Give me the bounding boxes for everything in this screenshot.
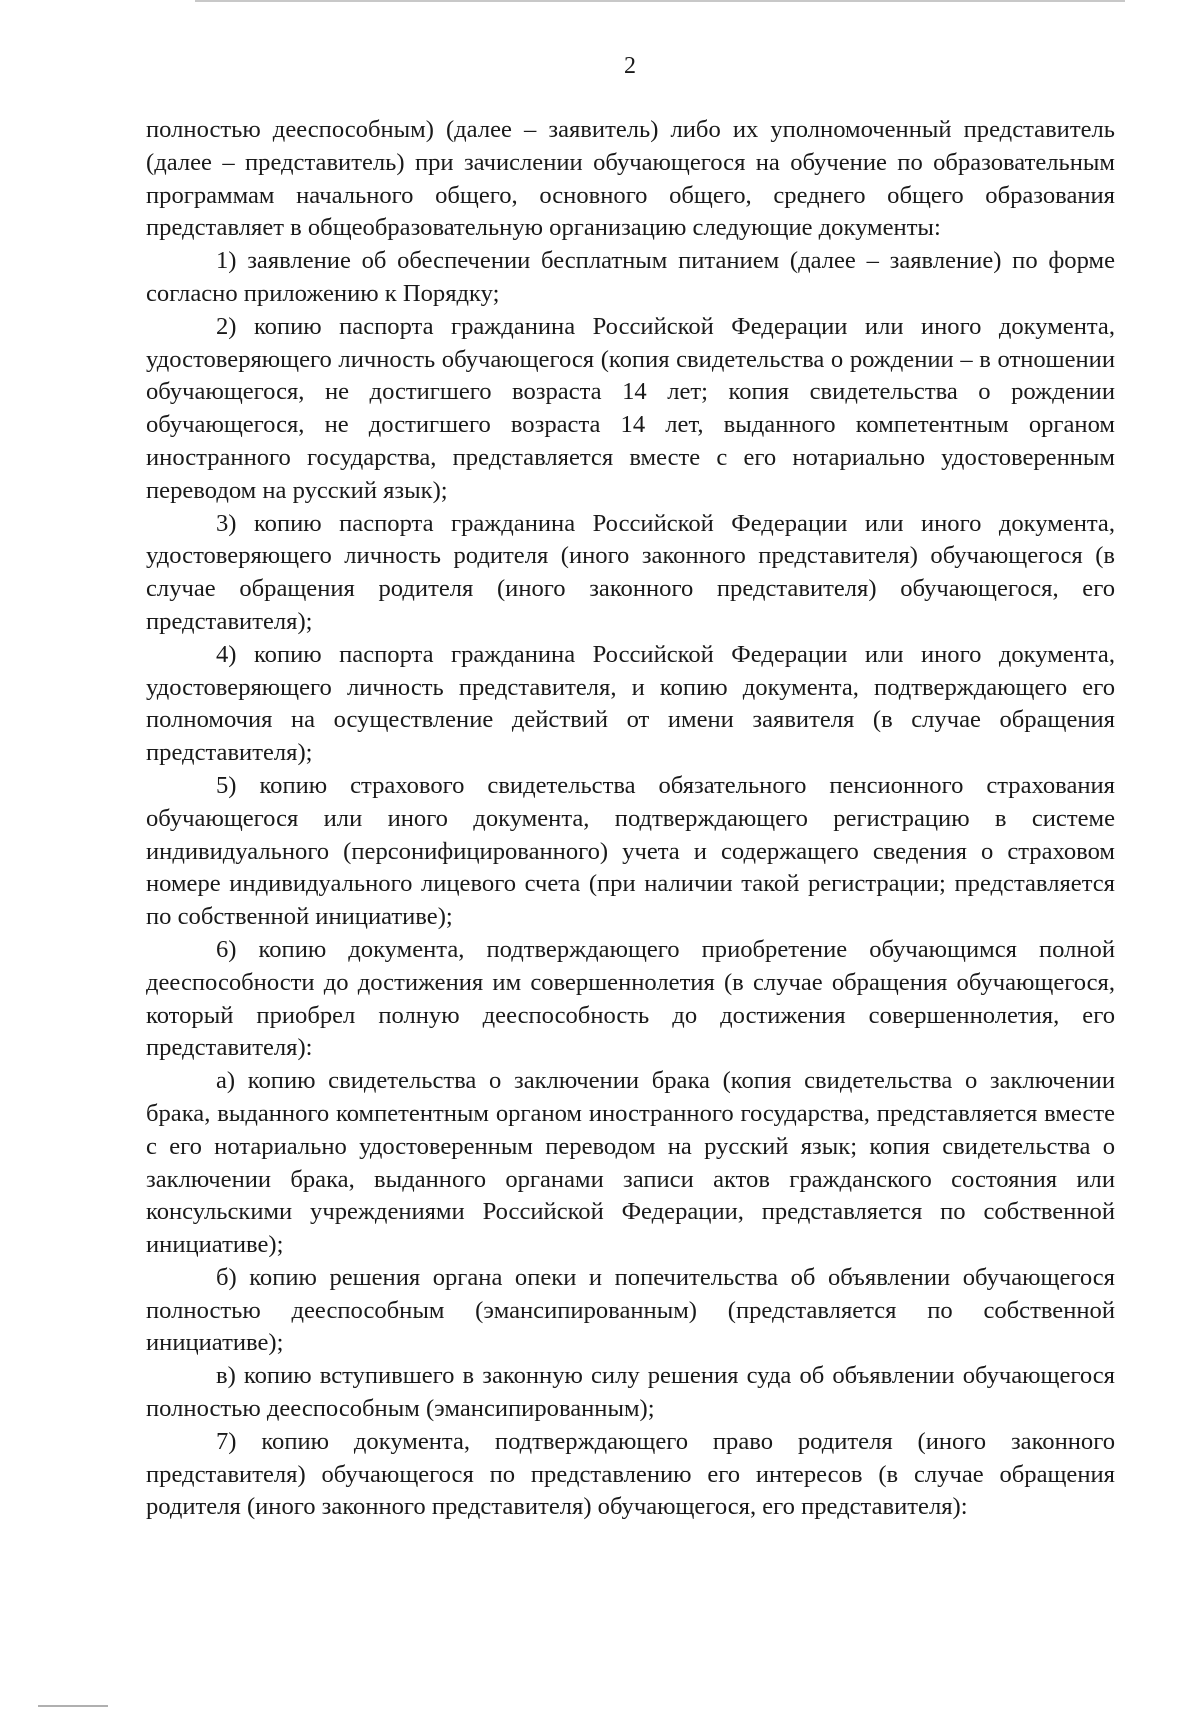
paragraph-item-1: 1) заявление об обеспечении бесплатным питанием (далее – заявление) по форме согласно приложению к Порядку; bbox=[146, 247, 1115, 307]
scan-top-edge bbox=[195, 0, 1125, 2]
paragraph-item-3: 3) копию паспорта гражданина Российской Федерации или иного документа, удостоверяющего личность родителя (иного законного представителя) обучающегося (в случае обращения родителя (иного законного представителя) обучающегося, его представителя); bbox=[146, 509, 1115, 635]
paragraph-subitem-v: в) копию вступившего в законную силу решения суда об объявлении обучающегося полностью дееспособным (эмансипированным); bbox=[146, 1362, 1115, 1423]
paragraph-item-7: 7) копию документа, подтверждающего право родителя (иного законного представителя) обучающегося по представлению его интересов (в случае обращения родителя (иного законного представителя) обучающегося, его представителя): bbox=[146, 1427, 1115, 1521]
paragraph-item-6: 6) копию документа, подтверждающего приобретение обучающимся полной дееспособности до достижения им совершеннолетия (в случае обращения обучающегося, который приобрел полную дееспособность до достижения совершеннолетия, его представителя): bbox=[146, 935, 1115, 1062]
paragraph-item-4: 4) копию паспорта гражданина Российской Федерации или иного документа, удостоверяющего личность представителя, и копию документа, подтверждающего его полномочия на осуществление действий от имени заявителя (в случае обращения представителя); bbox=[146, 640, 1115, 767]
document-body bbox=[146, 114, 1115, 1524]
paragraph-item-5: 5) копию страхового свидетельства обязательного пенсионного страхования обучающегося или иного документа, подтверждающего регистрацию в системе индивидуального (персонифицированного) учета и содержащего сведения о страховом номере индивидуального лицевого счета (при наличии такой регистрации; представляется по собственной инициативе); bbox=[146, 771, 1115, 931]
paragraph-intro-continuation: полностью дееспособным) (далее – заявитель) либо их уполномоченный представитель (далее – представитель) при зачислении обучающегося на обучение по образовательным программам начального общего, основного общего, среднего общего образования представляет в общеобразовательную организацию следующие документы: bbox=[146, 116, 1115, 242]
page-number: 2 bbox=[624, 53, 636, 79]
paragraph-item-2: 2) копию паспорта гражданина Российской Федерации или иного документа, удостоверяющего личность обучающегося (копия свидетельства о рождении – в отношении обучающегося, не достигшего возраста 14 лет; копия свидетельства о рождении обучающегося, не достигшего возраста 14 лет, выданного компетентным органом иностранного государства, представляется вместе с его нотариально удостоверенным переводом на русский язык); bbox=[146, 312, 1115, 504]
scan-bottom-mark bbox=[38, 1705, 108, 1707]
paragraph-subitem-b: б) копию решения органа опеки и попечительства об объявлении обучающегося полностью дееспособным (эмансипированным) (представляется по собственной инициативе); bbox=[146, 1263, 1115, 1357]
paragraph-subitem-a: а) копию свидетельства о заключении брака (копия свидетельства о заключении брака, выданного компетентным органом иностранного государства, представляется вместе с его нотариально удостоверенным переводом на русский язык; копия свидетельства о заключении брака, выданного органами записи актов гражданского состояния или консульскими учреждениями Российской Федерации, представляется по собственной инициативе); bbox=[146, 1067, 1115, 1259]
